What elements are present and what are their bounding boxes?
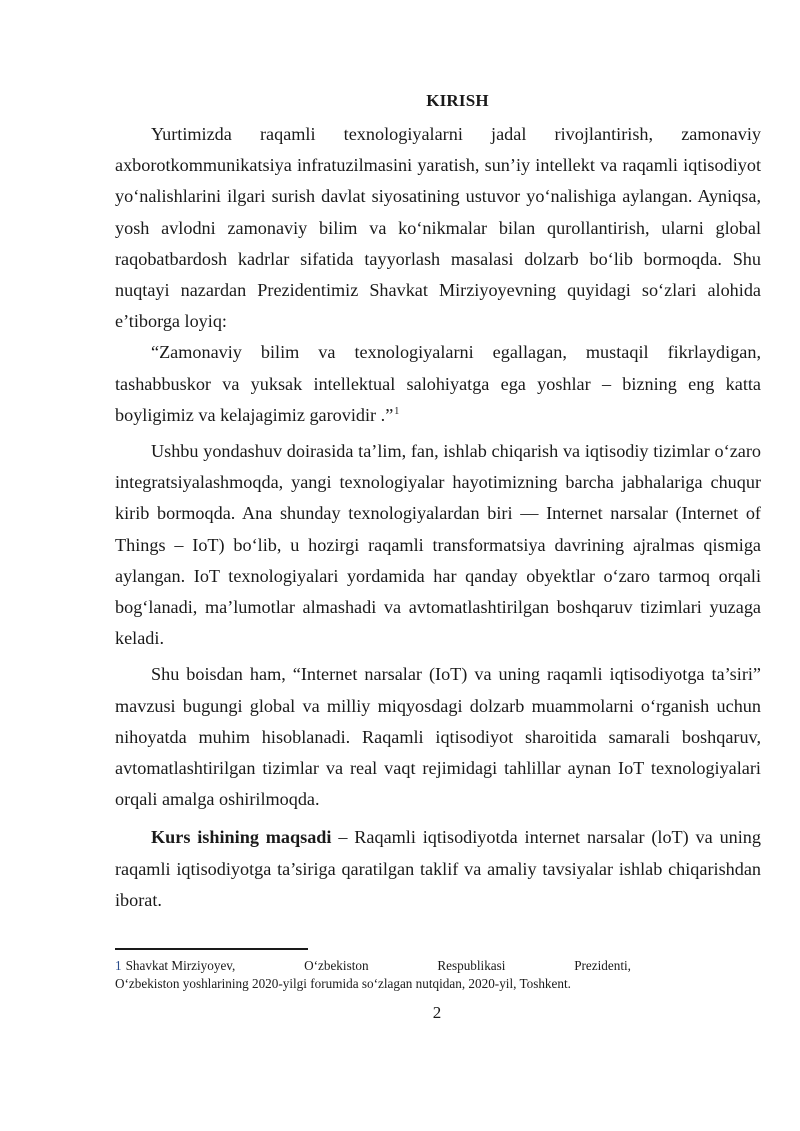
page-number: 2	[432, 1003, 442, 1022]
section-heading: KIRISH	[426, 91, 489, 110]
topic-paragraph: Shu boisdan ham, “Internet narsalar (IoT) va uning raqamli iqtisodiyotga ta’siri” mavzusi bugungi global va milliy miqyosdagi dolzarb muammolarni o‘rganish uchun nihoyatda muhim hisoblanadi. Raqamli iqtisodiyot sharoitida samarali boshqaruv, avtomatlashtirilgan tizimlar va real vaqt rejimidagi tahlillar aynan IoT texnologiyalari orqali amalga oshirilmoqda.	[115, 664, 761, 810]
goal-label: Kurs ishining maqsadi	[151, 827, 332, 848]
goal-paragraph	[115, 822, 761, 916]
iot-paragraph: Ushbu yondashuv doirasida ta’lim, fan, ishlab chiqarish va iqtisodiy tizimlar o‘zaro integratsiyalashmoqda, yangi texnologiyalar hayotimizning barcha jabhalariga chuqur kirib bormoqda. Ana shunday texnologiyalardan biri — Internet narsalar (Internet of Things – IoT) bo‘lib, u hozirgi raqamli transformatsiya davrining ajralmas qismiga aylangan. IoT texnologiyalari yordamida har qanday obyektlar o‘zaro tarmoq orqali bog‘lanadi, ma’lumotlar almashadi va avtomatlashtirilgan boshqaruv tizimlari yuzaga keladi.	[115, 441, 761, 649]
footnote-reference: 1	[394, 405, 400, 417]
footnote-line-1	[115, 957, 631, 975]
footnote-word-4: Prezidenti,	[574, 958, 631, 973]
intro-paragraph: Yurtimizda raqamli texnologiyalarni jadal rivojlantirish, zamonaviy axborotkommunikatsiya infratuzilmasini yaratish, sun’iy intellekt va raqamli iqtisodiyot yo‘nalishlarini ilgari surish davlat siyosatining ustuvor yo‘nalishiga aylangan. Ayniqsa, yosh avlodni zamonaviy bilim va ko‘nikmalar bilan qurollantirish, ularni global raqobatbardosh kadrlar sifatida tayyorlash masalasi dolzarb bo‘lib bormoqda. Shu nuqtayi nazardan Prezidentimiz Shavkat Mirziyoyevning quyidagi so‘zlari alohida e’tiborga loyiq:	[115, 124, 761, 332]
footnote-number: 1	[115, 958, 122, 973]
footnote-author	[115, 957, 235, 975]
footnote-word-3: Respublikasi	[437, 958, 506, 973]
quote-paragraph	[115, 337, 761, 431]
footnote	[115, 957, 631, 993]
footnote-line-2: O‘zbekiston yoshlarining 2020-yilgi forumida so‘zlagan nutqidan, 2020-yil, Toshkent.	[115, 976, 571, 991]
body-text	[115, 119, 761, 916]
footnote-author-name: Shavkat Mirziyoyev,	[125, 958, 236, 973]
footnote-separator	[115, 948, 308, 950]
quote-text: “Zamonaviy bilim va texnologiyalarni egallagan, mustaqil fikrlaydigan, tashabbuskor va yuksak intellektual salohiyatga ega yoshlar – bizning eng katta boyligimiz va kelajagimiz garovidir .”	[115, 342, 761, 425]
footnote-word-2: O‘zbekiston	[304, 958, 369, 973]
goal-text: – Raqamli iqtisodiyotda internet narsalar (loT) va uning raqamli iqtisodiyotga ta’siriga qaratilgan taklif va amaliy tavsiyalar ishlab chiqarishdan iborat.	[115, 827, 761, 910]
